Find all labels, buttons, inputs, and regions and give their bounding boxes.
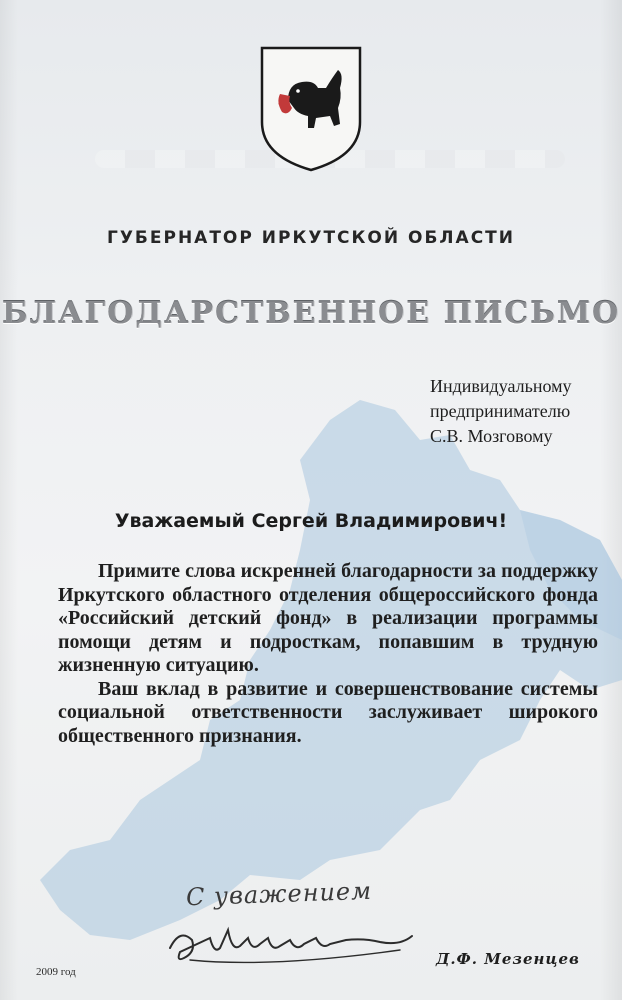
salutation: Уважаемый Сергей Владимирович!: [114, 510, 508, 532]
irkutsk-coat-of-arms-icon: [258, 44, 364, 174]
issue-year: 2009 год: [36, 966, 76, 978]
handwritten-signature: [150, 908, 430, 978]
addressee-line: предпринимателю: [430, 401, 571, 421]
addressee-line: Индивидуальному: [430, 376, 572, 396]
issuer-heading: ГУБЕРНАТОР ИРКУТСКОЙ ОБЛАСТИ: [106, 228, 516, 248]
addressee-block: [430, 374, 610, 449]
signer-name: Д.Ф. Мезенцев: [436, 950, 580, 968]
body-paragraph: Примите слова искренней благодарности за поддержку Иркутского областного отделения общероссийского фонда «Российский детский фонд» в реализации программы помощи детям и подросткам, попавшим в трудную жизненную ситуацию.: [58, 560, 598, 676]
closing-handwritten: С уважением: [185, 876, 373, 912]
body-paragraph: Ваш вклад в развитие и совершенствование системы социальной ответственности заслуживает широкого общественного признания.: [58, 677, 598, 747]
addressee-name: С.В. Мозговому: [430, 426, 553, 446]
letter-title: БЛАГОДАРСТВЕННОЕ ПИСЬМО: [1, 296, 621, 331]
letter-body: [58, 560, 598, 748]
